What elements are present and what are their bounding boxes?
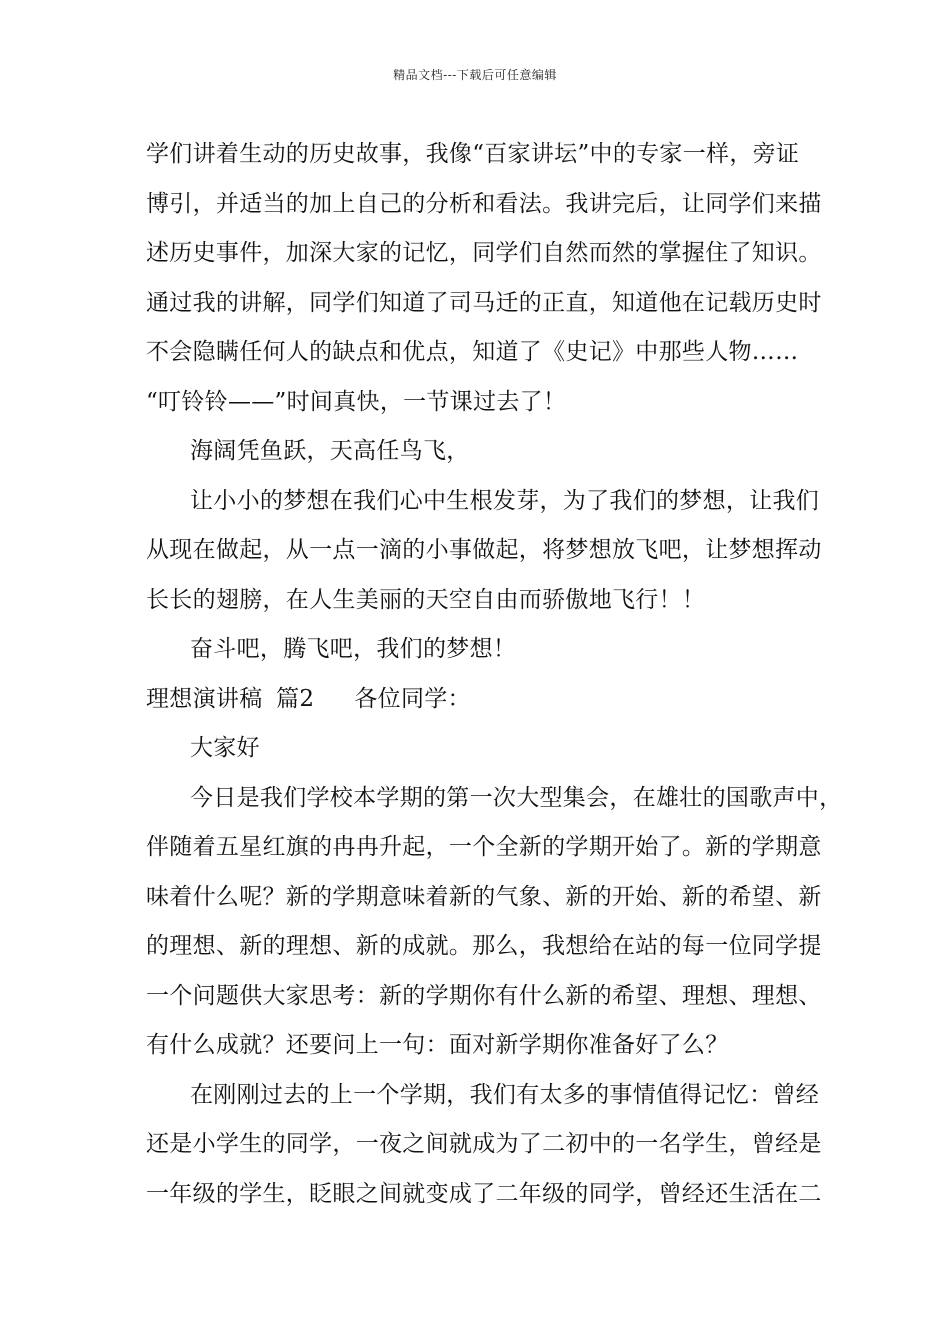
text-line: 述历史事件，加深大家的记忆，同学们自然而然的掌握住了知识。 [146, 240, 822, 266]
text-line: 一个问题供大家思考：新的学期你有什么新的希望、理想、理想、 [146, 982, 822, 1009]
text-line: 通过我的讲解，同学们知道了司马迁的正直，知道他在记载历史时 [146, 289, 822, 316]
text-line: 不会隐瞒任何人的缺点和优点，知道了《史记》中那些人物…… [146, 339, 799, 365]
text-line: 从现在做起，从一点一滴的小事做起，将梦想放飞吧，让梦想挥动 [146, 537, 822, 563]
text-line: 今日是我们学校本学期的第一次大型集会，在雄壮的国歌声中， [190, 784, 843, 811]
section-greeting: 各位同学： [354, 685, 471, 712]
text-line: 博引，并适当的加上自己的分析和看法。我讲完后，让同学们来描 [146, 190, 822, 217]
page-header: 精品文档---下载后可任意编辑 [393, 68, 557, 82]
section-title: 理想演讲稿 [146, 685, 263, 712]
text-line: 有什么成就？还要问上一句：面对新学期你准备好了么？ [146, 1032, 729, 1058]
paragraph-block-2 [146, 724, 843, 1219]
text-line: 海阔凭鱼跃，天高任鸟飞， [190, 438, 470, 464]
text-line: 伴随着五星红旗的冉冉升起，一个全新的学期开始了。新的学期意 [146, 834, 822, 860]
document-body [146, 130, 843, 1219]
text-line: 学们讲着生动的历史故事，我像“百家讲坛”中的专家一样，旁证 [146, 141, 800, 167]
section-heading [146, 675, 816, 725]
text-line: “叮铃铃——”时间真快，一节课过去了！ [146, 388, 567, 415]
paragraph-block-1 [146, 130, 822, 675]
text-line: 一年级的学生，眨眼之间就变成了二年级的同学，曾经还生活在二 [146, 1180, 822, 1207]
text-line: 还是小学生的同学，一夜之间就成为了二初中的一名学生，曾经是 [146, 1131, 822, 1157]
text-line: 长长的翅膀，在人生美丽的天空自由而骄傲地飞行！！ [146, 586, 706, 613]
text-line: 让小小的梦想在我们心中生根发芽，为了我们的梦想，让我们 [190, 487, 820, 514]
text-line: 在刚刚过去的上一个学期，我们有太多的事情值得记忆：曾经 [190, 1081, 820, 1108]
text-line: 味着什么呢？新的学期意味着新的气象、新的开始、新的希望、新 [146, 883, 822, 910]
section-part: 篇2 [276, 685, 315, 712]
text-line: 的理想、新的理想、新的成就。那么，我想给在站的每一位同学提 [146, 933, 822, 959]
text-line: 大家好 [190, 735, 260, 761]
text-line: 奋斗吧，腾飞吧，我们的梦想！ [190, 636, 517, 662]
